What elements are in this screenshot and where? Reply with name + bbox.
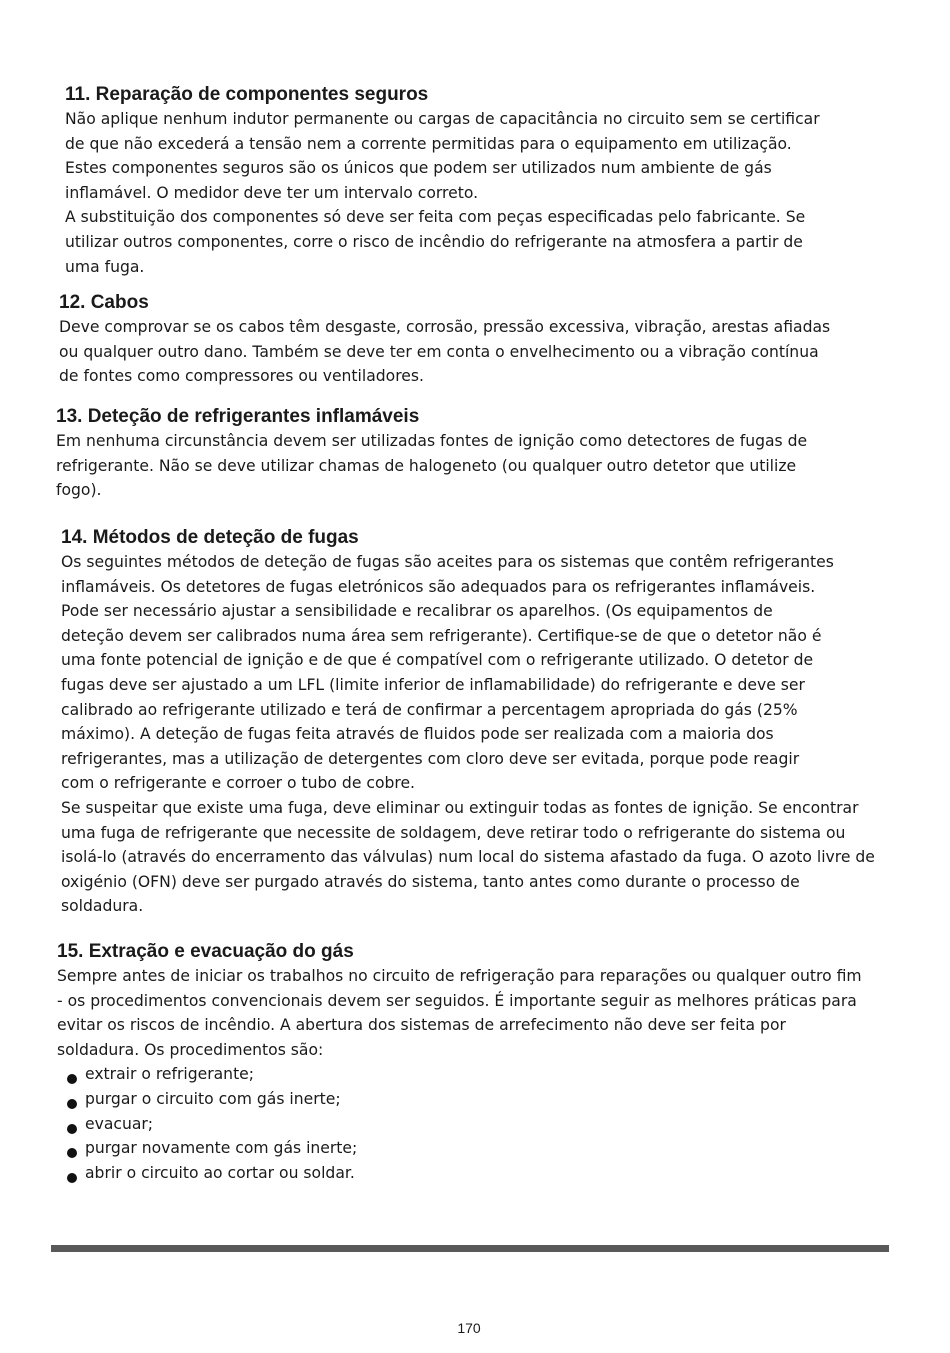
bullet-icon [67,1074,77,1084]
list-item [65,1087,862,1112]
section-body [65,107,820,279]
bullet-icon [67,1124,77,1134]
section-body [56,429,807,503]
text-line: Não aplique nenhum indutor permanente ou cargas de capacitância no circuito sem se certificar [65,110,820,128]
text-line: calibrado ao refrigerante utilizado e terá de confirmar a percentagem apropriada do gás (25% [61,700,798,719]
text-line: de que não excederá a tensão nem a corrente permitidas para o equipamento em utilização. [65,134,792,153]
section-14 [61,526,875,919]
text-line: soldadura. [61,897,144,916]
text-line: Em nenhuma circunstância devem ser utilizadas fontes de ignição como detectores de fugas de [56,432,808,450]
text-line: fogo). [56,481,102,500]
list-item-text: evacuar; [85,1114,154,1133]
text-line: uma fonte potencial de ignição e de que é compatível com o refrigerante utilizado. O detetor de [61,651,814,670]
text-line: Sempre antes de iniciar os trabalhos no circuito de refrigeração para reparações ou qualquer outro fim [57,967,862,985]
bullet-icon [67,1148,77,1158]
list-item [65,1062,862,1087]
procedure-list [65,1062,862,1185]
footer-divider [51,1245,889,1252]
text-line: Se suspeitar que existe uma fuga, deve eliminar ou extinguir todas as fontes de ignição. Se encontrar [61,798,859,817]
text-line: inflamável. O medidor deve ter um intervalo correto. [65,183,479,202]
text-line: - os procedimentos convencionais devem ser seguidos. É importante seguir as melhores práticas para [57,991,857,1010]
list-item-text: extrair o refrigerante; [85,1065,255,1084]
text-line: máximo). A deteção de fugas feita através de fluidos pode ser realizada com a maioria dos [61,725,774,744]
text-line: soldadura. Os procedimentos são: [57,1040,324,1059]
list-item [65,1112,862,1137]
text-line: Deve comprovar se os cabos têm desgaste, corrosão, pressão excessiva, vibração, arestas afiadas [59,318,831,336]
section-body [57,964,862,1062]
text-line: de fontes como compressores ou ventiladores. [59,367,424,386]
section-body [59,315,830,389]
text-line: deteção devem ser calibrados numa área sem refrigerante). Certifique-se de que o detetor não é [61,626,822,645]
section-11 [65,83,820,279]
text-line: evitar os riscos de incêndio. A abertura dos sistemas de arrefecimento não deve ser feita por [57,1016,786,1035]
text-line: uma fuga de refrigerante que necessite de soldagem, deve retirar todo o refrigerante do sistema ou [61,823,846,842]
text-line: inflamáveis. Os detetores de fugas eletrónicos são adequados para os refrigerantes inflamáveis. [61,577,816,596]
section-heading: 13. Deteção de refrigerantes inflamáveis [56,406,420,427]
text-line: Pode ser necessário ajustar a sensibilidade e recalibrar os aparelhos. (Os equipamentos de [61,602,773,621]
text-line: refrigerante. Não se deve utilizar chamas de halogeneto (ou qualquer outro detetor que utilize [56,456,797,475]
text-line: Os seguintes métodos de deteção de fugas são aceites para os sistemas que contêm refrigerantes [61,553,834,571]
section-heading: 12. Cabos [59,292,149,313]
text-line: Estes componentes seguros são os únicos que podem ser utilizados num ambiente de gás [65,159,772,178]
list-item-text: purgar o circuito com gás inerte; [85,1089,341,1108]
bullet-icon [67,1173,77,1183]
text-line: fugas deve ser ajustado a um LFL (limite inferior de inflamabilidade) do refrigerante e deve ser [61,675,805,694]
bullet-icon [67,1099,77,1109]
section-heading: 15. Extração e evacuação do gás [57,941,354,962]
page-number: 170 [457,1320,481,1336]
text-line: com o refrigerante e corroer o tubo de cobre. [61,774,416,793]
text-line: uma fuga. [65,257,145,276]
text-line: A substituição dos componentes só deve ser feita com peças especificadas pelo fabricante. Se [65,208,806,227]
section-12 [59,291,830,389]
list-item-text: purgar novamente com gás inerte; [85,1139,358,1158]
section-body [61,550,875,919]
text-line: isolá-lo (através do encerramento das válvulas) num local do sistema afastado da fuga. O azoto livre de [61,848,875,867]
list-item [65,1161,862,1186]
section-heading: 14. Métodos de deteção de fugas [61,527,359,548]
section-heading: 11. Reparação de componentes seguros [65,84,429,105]
list-item [65,1136,862,1161]
list-item-text: abrir o circuito ao cortar ou soldar. [85,1163,355,1182]
text-line: ou qualquer outro dano. Também se deve ter em conta o envelhecimento ou a vibração contínua [59,342,819,361]
section-15 [57,940,862,1185]
section-13 [56,405,807,503]
text-line: oxigénio (OFN) deve ser purgado através do sistema, tanto antes como durante o processo de [61,872,800,891]
text-line: utilizar outros componentes, corre o risco de incêndio do refrigerante na atmosfera a partir de [65,232,803,251]
text-line: refrigerantes, mas a utilização de detergentes com cloro deve ser evitada, porque pode reagir [61,749,800,768]
